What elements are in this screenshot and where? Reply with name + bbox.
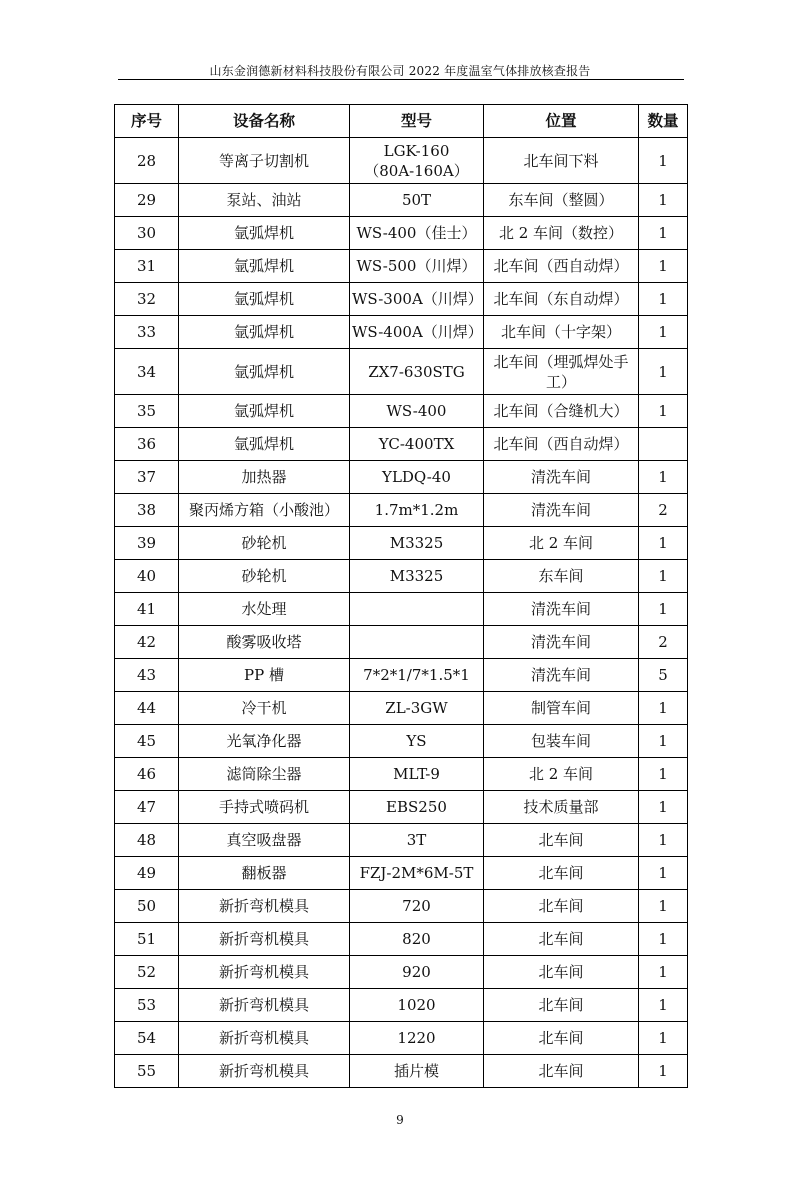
table-row [115, 1022, 688, 1055]
cell-location: 北车间 [484, 824, 639, 857]
cell-name: 氩弧焊机 [179, 217, 350, 250]
cell-name: 聚丙烯方箱（小酸池） [179, 494, 350, 527]
page-number: 9 [396, 1113, 404, 1127]
cell-model: 1.7m*1.2m [350, 494, 484, 527]
cell-model [350, 626, 484, 659]
cell-model: 50T [350, 184, 484, 217]
cell-location: 北 2 车间 [484, 527, 639, 560]
cell-model: ZL-3GW [350, 692, 484, 725]
cell-no: 55 [115, 1055, 179, 1088]
table-row [115, 395, 688, 428]
cell-qty: 1 [639, 250, 688, 283]
cell-model: 3T [350, 824, 484, 857]
cell-qty: 1 [639, 184, 688, 217]
cell-location: 北车间（合缝机大） [484, 395, 639, 428]
table-body [115, 138, 688, 1088]
cell-name: 新折弯机模具 [179, 1022, 350, 1055]
cell-qty: 1 [639, 890, 688, 923]
cell-no: 39 [115, 527, 179, 560]
table-row [115, 923, 688, 956]
equipment-table [114, 104, 688, 1088]
cell-location: 北车间（埋弧焊处手 工） [484, 349, 639, 395]
cell-qty: 1 [639, 824, 688, 857]
cell-location: 北车间 [484, 890, 639, 923]
column-header-model: 型号 [350, 105, 484, 138]
table-row [115, 217, 688, 250]
header-rule [118, 79, 684, 80]
cell-name: 新折弯机模具 [179, 956, 350, 989]
cell-location: 北车间 [484, 1055, 639, 1088]
cell-no: 35 [115, 395, 179, 428]
cell-location: 北车间 [484, 956, 639, 989]
table-row [115, 659, 688, 692]
cell-no: 54 [115, 1022, 179, 1055]
cell-model: 1220 [350, 1022, 484, 1055]
cell-no: 53 [115, 989, 179, 1022]
cell-qty: 1 [639, 461, 688, 494]
cell-qty: 1 [639, 989, 688, 1022]
cell-location: 北车间（东自动焊） [484, 283, 639, 316]
cell-name: 翻板器 [179, 857, 350, 890]
cell-name: 砂轮机 [179, 560, 350, 593]
column-header-name: 设备名称 [179, 105, 350, 138]
cell-name: 氩弧焊机 [179, 250, 350, 283]
table-row [115, 725, 688, 758]
table-row [115, 692, 688, 725]
cell-name: 新折弯机模具 [179, 989, 350, 1022]
cell-model: YS [350, 725, 484, 758]
cell-location: 包装车间 [484, 725, 639, 758]
table-row [115, 283, 688, 316]
column-header-location: 位置 [484, 105, 639, 138]
table-row [115, 461, 688, 494]
cell-qty: 1 [639, 138, 688, 184]
cell-model: M3325 [350, 527, 484, 560]
cell-no: 37 [115, 461, 179, 494]
cell-model: YC-400TX [350, 428, 484, 461]
cell-location: 东车间（整圆） [484, 184, 639, 217]
cell-no: 28 [115, 138, 179, 184]
cell-name: 水处理 [179, 593, 350, 626]
table-row [115, 824, 688, 857]
cell-location: 北车间 [484, 923, 639, 956]
cell-model: ZX7-630STG [350, 349, 484, 395]
cell-qty: 1 [639, 1022, 688, 1055]
cell-qty: 5 [639, 659, 688, 692]
cell-no: 49 [115, 857, 179, 890]
cell-model: WS-400（佳士） [350, 217, 484, 250]
cell-name: 砂轮机 [179, 527, 350, 560]
cell-qty: 2 [639, 494, 688, 527]
cell-no: 41 [115, 593, 179, 626]
cell-qty: 1 [639, 316, 688, 349]
cell-no: 33 [115, 316, 179, 349]
cell-name: 氩弧焊机 [179, 395, 350, 428]
cell-location: 北车间 [484, 989, 639, 1022]
table-row [115, 560, 688, 593]
cell-name: 新折弯机模具 [179, 1055, 350, 1088]
cell-qty: 1 [639, 560, 688, 593]
cell-name: 新折弯机模具 [179, 890, 350, 923]
table-row [115, 626, 688, 659]
cell-model: 1020 [350, 989, 484, 1022]
cell-qty: 1 [639, 1055, 688, 1088]
cell-qty: 1 [639, 283, 688, 316]
cell-location: 北车间 [484, 857, 639, 890]
cell-qty: 1 [639, 349, 688, 395]
table-row [115, 758, 688, 791]
cell-no: 45 [115, 725, 179, 758]
cell-no: 52 [115, 956, 179, 989]
cell-model: 820 [350, 923, 484, 956]
table-row [115, 527, 688, 560]
cell-name: 氩弧焊机 [179, 316, 350, 349]
cell-model: YLDQ-40 [350, 461, 484, 494]
cell-no: 42 [115, 626, 179, 659]
cell-location: 东车间 [484, 560, 639, 593]
cell-qty: 1 [639, 725, 688, 758]
cell-no: 44 [115, 692, 179, 725]
cell-qty: 1 [639, 857, 688, 890]
cell-no: 31 [115, 250, 179, 283]
cell-no: 48 [115, 824, 179, 857]
cell-location: 清洗车间 [484, 461, 639, 494]
cell-qty: 1 [639, 956, 688, 989]
table-row [115, 250, 688, 283]
cell-location: 北车间 [484, 1022, 639, 1055]
cell-name: 酸雾吸收塔 [179, 626, 350, 659]
cell-name: 氩弧焊机 [179, 283, 350, 316]
table-row [115, 956, 688, 989]
cell-qty: 1 [639, 692, 688, 725]
table-row [115, 428, 688, 461]
cell-location: 技术质量部 [484, 791, 639, 824]
cell-name: 真空吸盘器 [179, 824, 350, 857]
cell-name: 光氧净化器 [179, 725, 350, 758]
cell-model: EBS250 [350, 791, 484, 824]
cell-model [350, 593, 484, 626]
cell-qty: 1 [639, 923, 688, 956]
table-row [115, 138, 688, 184]
cell-model: WS-400 [350, 395, 484, 428]
table-row [115, 494, 688, 527]
cell-model: 720 [350, 890, 484, 923]
table-row [115, 316, 688, 349]
page-header: 山东金润德新材料科技股份有限公司 2022 年度温室气体排放核查报告 [209, 64, 591, 78]
cell-model: FZJ-2M*6M-5T [350, 857, 484, 890]
cell-model: WS-500（川焊） [350, 250, 484, 283]
cell-name: 泵站、油站 [179, 184, 350, 217]
cell-no: 36 [115, 428, 179, 461]
cell-model: 920 [350, 956, 484, 989]
table-row [115, 890, 688, 923]
cell-location: 北 2 车间（数控） [484, 217, 639, 250]
cell-name: 滤筒除尘器 [179, 758, 350, 791]
cell-no: 32 [115, 283, 179, 316]
cell-no: 47 [115, 791, 179, 824]
cell-no: 38 [115, 494, 179, 527]
cell-name: 新折弯机模具 [179, 923, 350, 956]
cell-qty: 1 [639, 758, 688, 791]
cell-model: LGK-160 （80A-160A） [350, 138, 484, 184]
column-header-no: 序号 [115, 105, 179, 138]
cell-location: 清洗车间 [484, 593, 639, 626]
cell-qty: 1 [639, 527, 688, 560]
cell-qty: 1 [639, 395, 688, 428]
column-header-qty: 数量 [639, 105, 688, 138]
cell-name: 氩弧焊机 [179, 428, 350, 461]
cell-name: PP 槽 [179, 659, 350, 692]
cell-no: 40 [115, 560, 179, 593]
cell-no: 43 [115, 659, 179, 692]
table-row [115, 857, 688, 890]
cell-model: 7*2*1/7*1.5*1 [350, 659, 484, 692]
cell-location: 制管车间 [484, 692, 639, 725]
cell-model: M3325 [350, 560, 484, 593]
table-header-row [115, 105, 688, 138]
cell-location: 清洗车间 [484, 626, 639, 659]
cell-qty: 1 [639, 791, 688, 824]
table-row [115, 184, 688, 217]
cell-qty [639, 428, 688, 461]
cell-location: 北车间（西自动焊） [484, 428, 639, 461]
table-row [115, 1055, 688, 1088]
cell-no: 34 [115, 349, 179, 395]
cell-name: 加热器 [179, 461, 350, 494]
cell-location: 北车间（十字架） [484, 316, 639, 349]
cell-location: 北车间下料 [484, 138, 639, 184]
cell-name: 手持式喷码机 [179, 791, 350, 824]
cell-location: 清洗车间 [484, 494, 639, 527]
cell-location: 北车间（西自动焊） [484, 250, 639, 283]
cell-model: WS-400A（川焊） [350, 316, 484, 349]
cell-location: 北 2 车间 [484, 758, 639, 791]
cell-model: WS-300A（川焊） [350, 283, 484, 316]
cell-no: 50 [115, 890, 179, 923]
cell-qty: 1 [639, 217, 688, 250]
cell-qty: 2 [639, 626, 688, 659]
cell-name: 氩弧焊机 [179, 349, 350, 395]
cell-model: 插片模 [350, 1055, 484, 1088]
table-row [115, 989, 688, 1022]
cell-name: 冷干机 [179, 692, 350, 725]
cell-model: MLT-9 [350, 758, 484, 791]
table-row [115, 791, 688, 824]
cell-location: 清洗车间 [484, 659, 639, 692]
cell-no: 30 [115, 217, 179, 250]
cell-no: 51 [115, 923, 179, 956]
table-row [115, 349, 688, 395]
table-row [115, 593, 688, 626]
cell-no: 29 [115, 184, 179, 217]
cell-name: 等离子切割机 [179, 138, 350, 184]
cell-no: 46 [115, 758, 179, 791]
cell-qty: 1 [639, 593, 688, 626]
